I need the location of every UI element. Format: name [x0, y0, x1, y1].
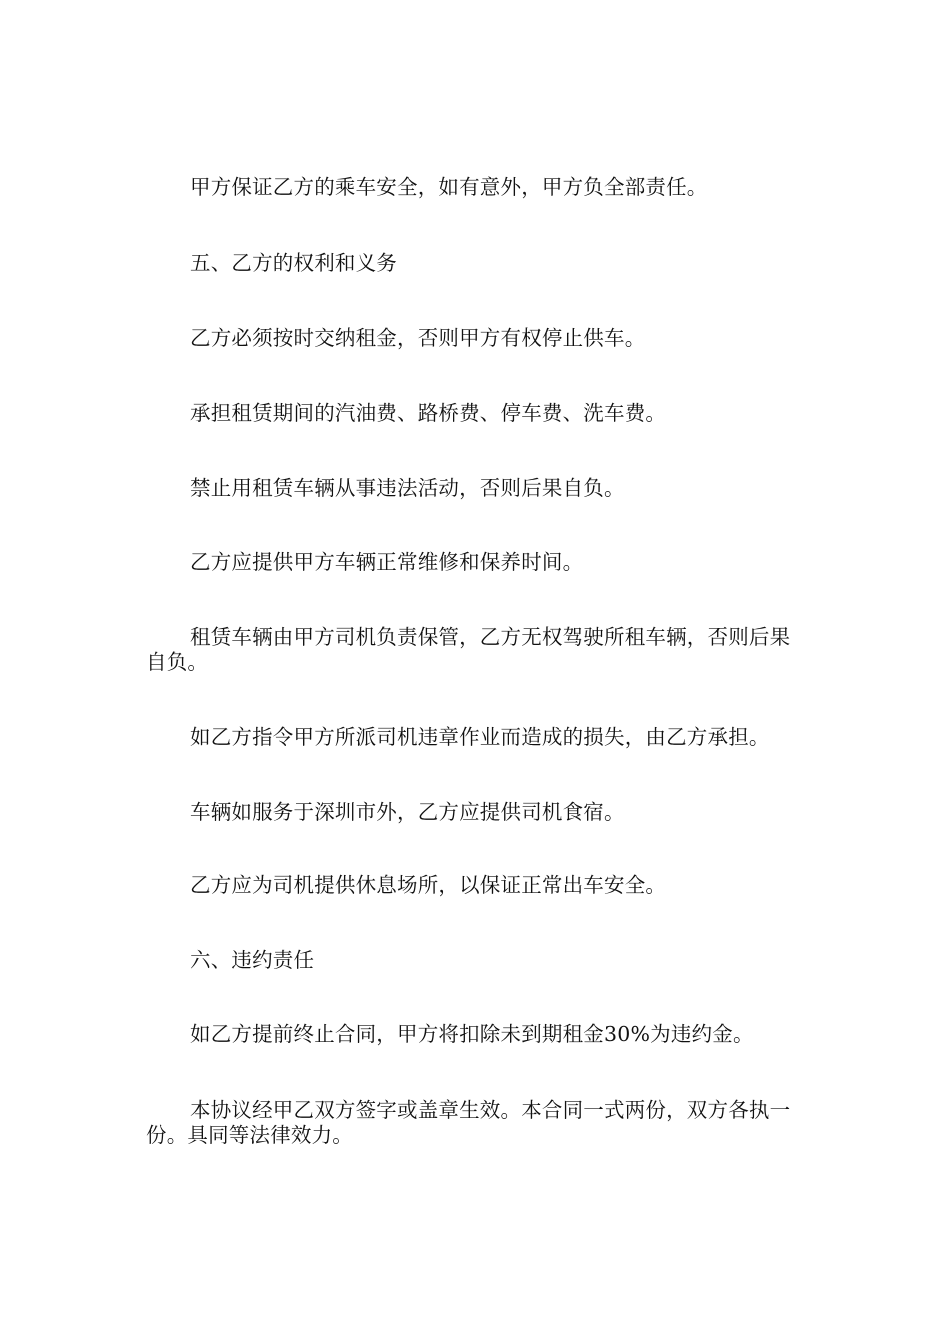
paragraph-rent-payment: 乙方必须按时交纳租金，否则甲方有权停止供车。	[190, 326, 646, 350]
paragraph-effectiveness: 本协议经甲乙双方签字或盖章生效。本合同一式两份，双方各执一份。具同等法律效力。	[146, 1098, 791, 1147]
paragraph-driver-lodging: 车辆如服务于深圳市外，乙方应提供司机食宿。	[190, 800, 625, 824]
paragraph-rest-place: 乙方应为司机提供休息场所，以保证正常出车安全。	[190, 873, 667, 897]
paragraph-passenger-safety: 甲方保证乙方的乘车安全，如有意外，甲方负全部责任。	[190, 175, 708, 199]
paragraph-vehicle-custody: 租赁车辆由甲方司机负责保管，乙方无权驾驶所租车辆，否则后果自负。	[146, 625, 791, 674]
paragraph-illegal-use: 禁止用租赁车辆从事违法活动，否则后果自负。	[190, 476, 625, 500]
paragraph-expenses: 承担租赁期间的汽油费、路桥费、停车费、洗车费。	[190, 401, 667, 425]
section-heading-breach: 六、违约责任	[190, 948, 315, 972]
section-heading-rights-duties: 五、乙方的权利和义务	[190, 251, 397, 275]
paragraph-maintenance-time: 乙方应提供甲方车辆正常维修和保养时间。	[190, 550, 584, 574]
paragraph-violation-losses: 如乙方指令甲方所派司机违章作业而造成的损失，由乙方承担。	[190, 725, 770, 749]
paragraph-early-termination: 如乙方提前终止合同，甲方将扣除未到期租金30%为违约金。	[190, 1022, 754, 1046]
